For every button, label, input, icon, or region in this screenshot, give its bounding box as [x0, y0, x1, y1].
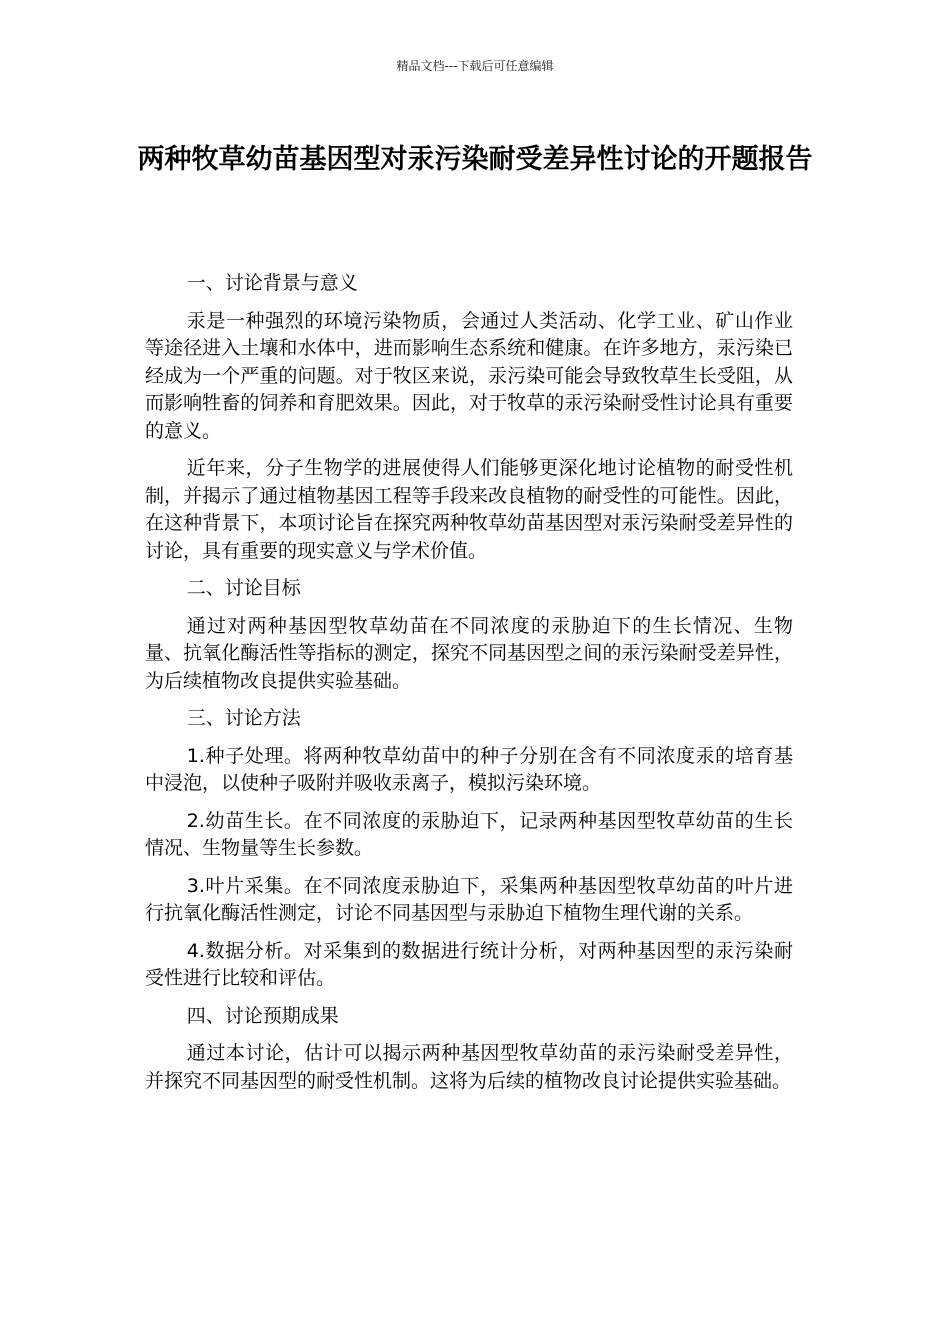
paragraph-method-leaf-sampling: 3.叶片采集。在不同浓度汞胁迫下，采集两种基因型牧草幼苗的叶片进行抗氧化酶活性测定，讨论不同基因型与汞胁迫下植物生理代谢的关系。 [145, 874, 793, 924]
section-heading-background: 一、讨论背景与意义 [186, 272, 358, 294]
section-heading-expected-results: 四、讨论预期成果 [186, 1004, 339, 1027]
document-body [145, 270, 793, 1105]
section-heading-methods: 三、讨论方法 [186, 707, 301, 729]
document-title: 两种牧草幼苗基因型对汞污染耐受差异性讨论的开题报告 [137, 144, 813, 175]
paragraph-method-data-analysis: 4.数据分析。对采集到的数据进行统计分析，对两种基因型的汞污染耐受性进行比较和评估。 [145, 939, 793, 989]
section-heading-objectives: 二、讨论目标 [186, 577, 301, 599]
page-header-note: 精品文档---下载后可任意编辑 [396, 59, 554, 73]
paragraph-method-seed-treatment: 1.种子处理。将两种牧草幼苗中的种子分别在含有不同浓度汞的培育基中浸泡，以使种子吸附并吸收汞离子，模拟污染环境。 [145, 744, 793, 794]
paragraph-expected-results-1: 通过本讨论，估计可以揭示两种基因型牧草幼苗的汞污染耐受差异性，并探究不同基因型的耐受性机制。这将为后续的植物改良讨论提供实验基础。 [145, 1042, 793, 1092]
paragraph-background-2: 近年来，分子生物学的进展使得人们能够更深化地讨论植物的耐受性机制，并揭示了通过植物基因工程等手段来改良植物的耐受性的可能性。因此，在这种背景下，本项讨论旨在探究两种牧草幼苗基因型对汞污染耐受差异性的讨论，具有重要的现实意义与学术价值。 [145, 457, 793, 562]
paragraph-objectives-1: 通过对两种基因型牧草幼苗在不同浓度的汞胁迫下的生长情况、生物量、抗氧化酶活性等指标的测定，探究不同基因型之间的汞污染耐受差异性，为后续植物改良提供实验基础。 [145, 614, 793, 692]
paragraph-background-1: 汞是一种强烈的环境污染物质，会通过人类活动、化学工业、矿山作业等途径进入土壤和水体中，进而影响生态系统和健康。在许多地方，汞污染已经成为一个严重的问题。对于牧区来说，汞污染可能会导致牧草生长受阻，从而影响牲畜的饲养和育肥效果。因此，对于牧草的汞污染耐受性讨论具有重要的意义。 [145, 309, 793, 442]
paragraph-method-seedling-growth: 2.幼苗生长。在不同浓度的汞胁迫下，记录两种基因型牧草幼苗的生长情况、生物量等生长参数。 [145, 809, 793, 859]
